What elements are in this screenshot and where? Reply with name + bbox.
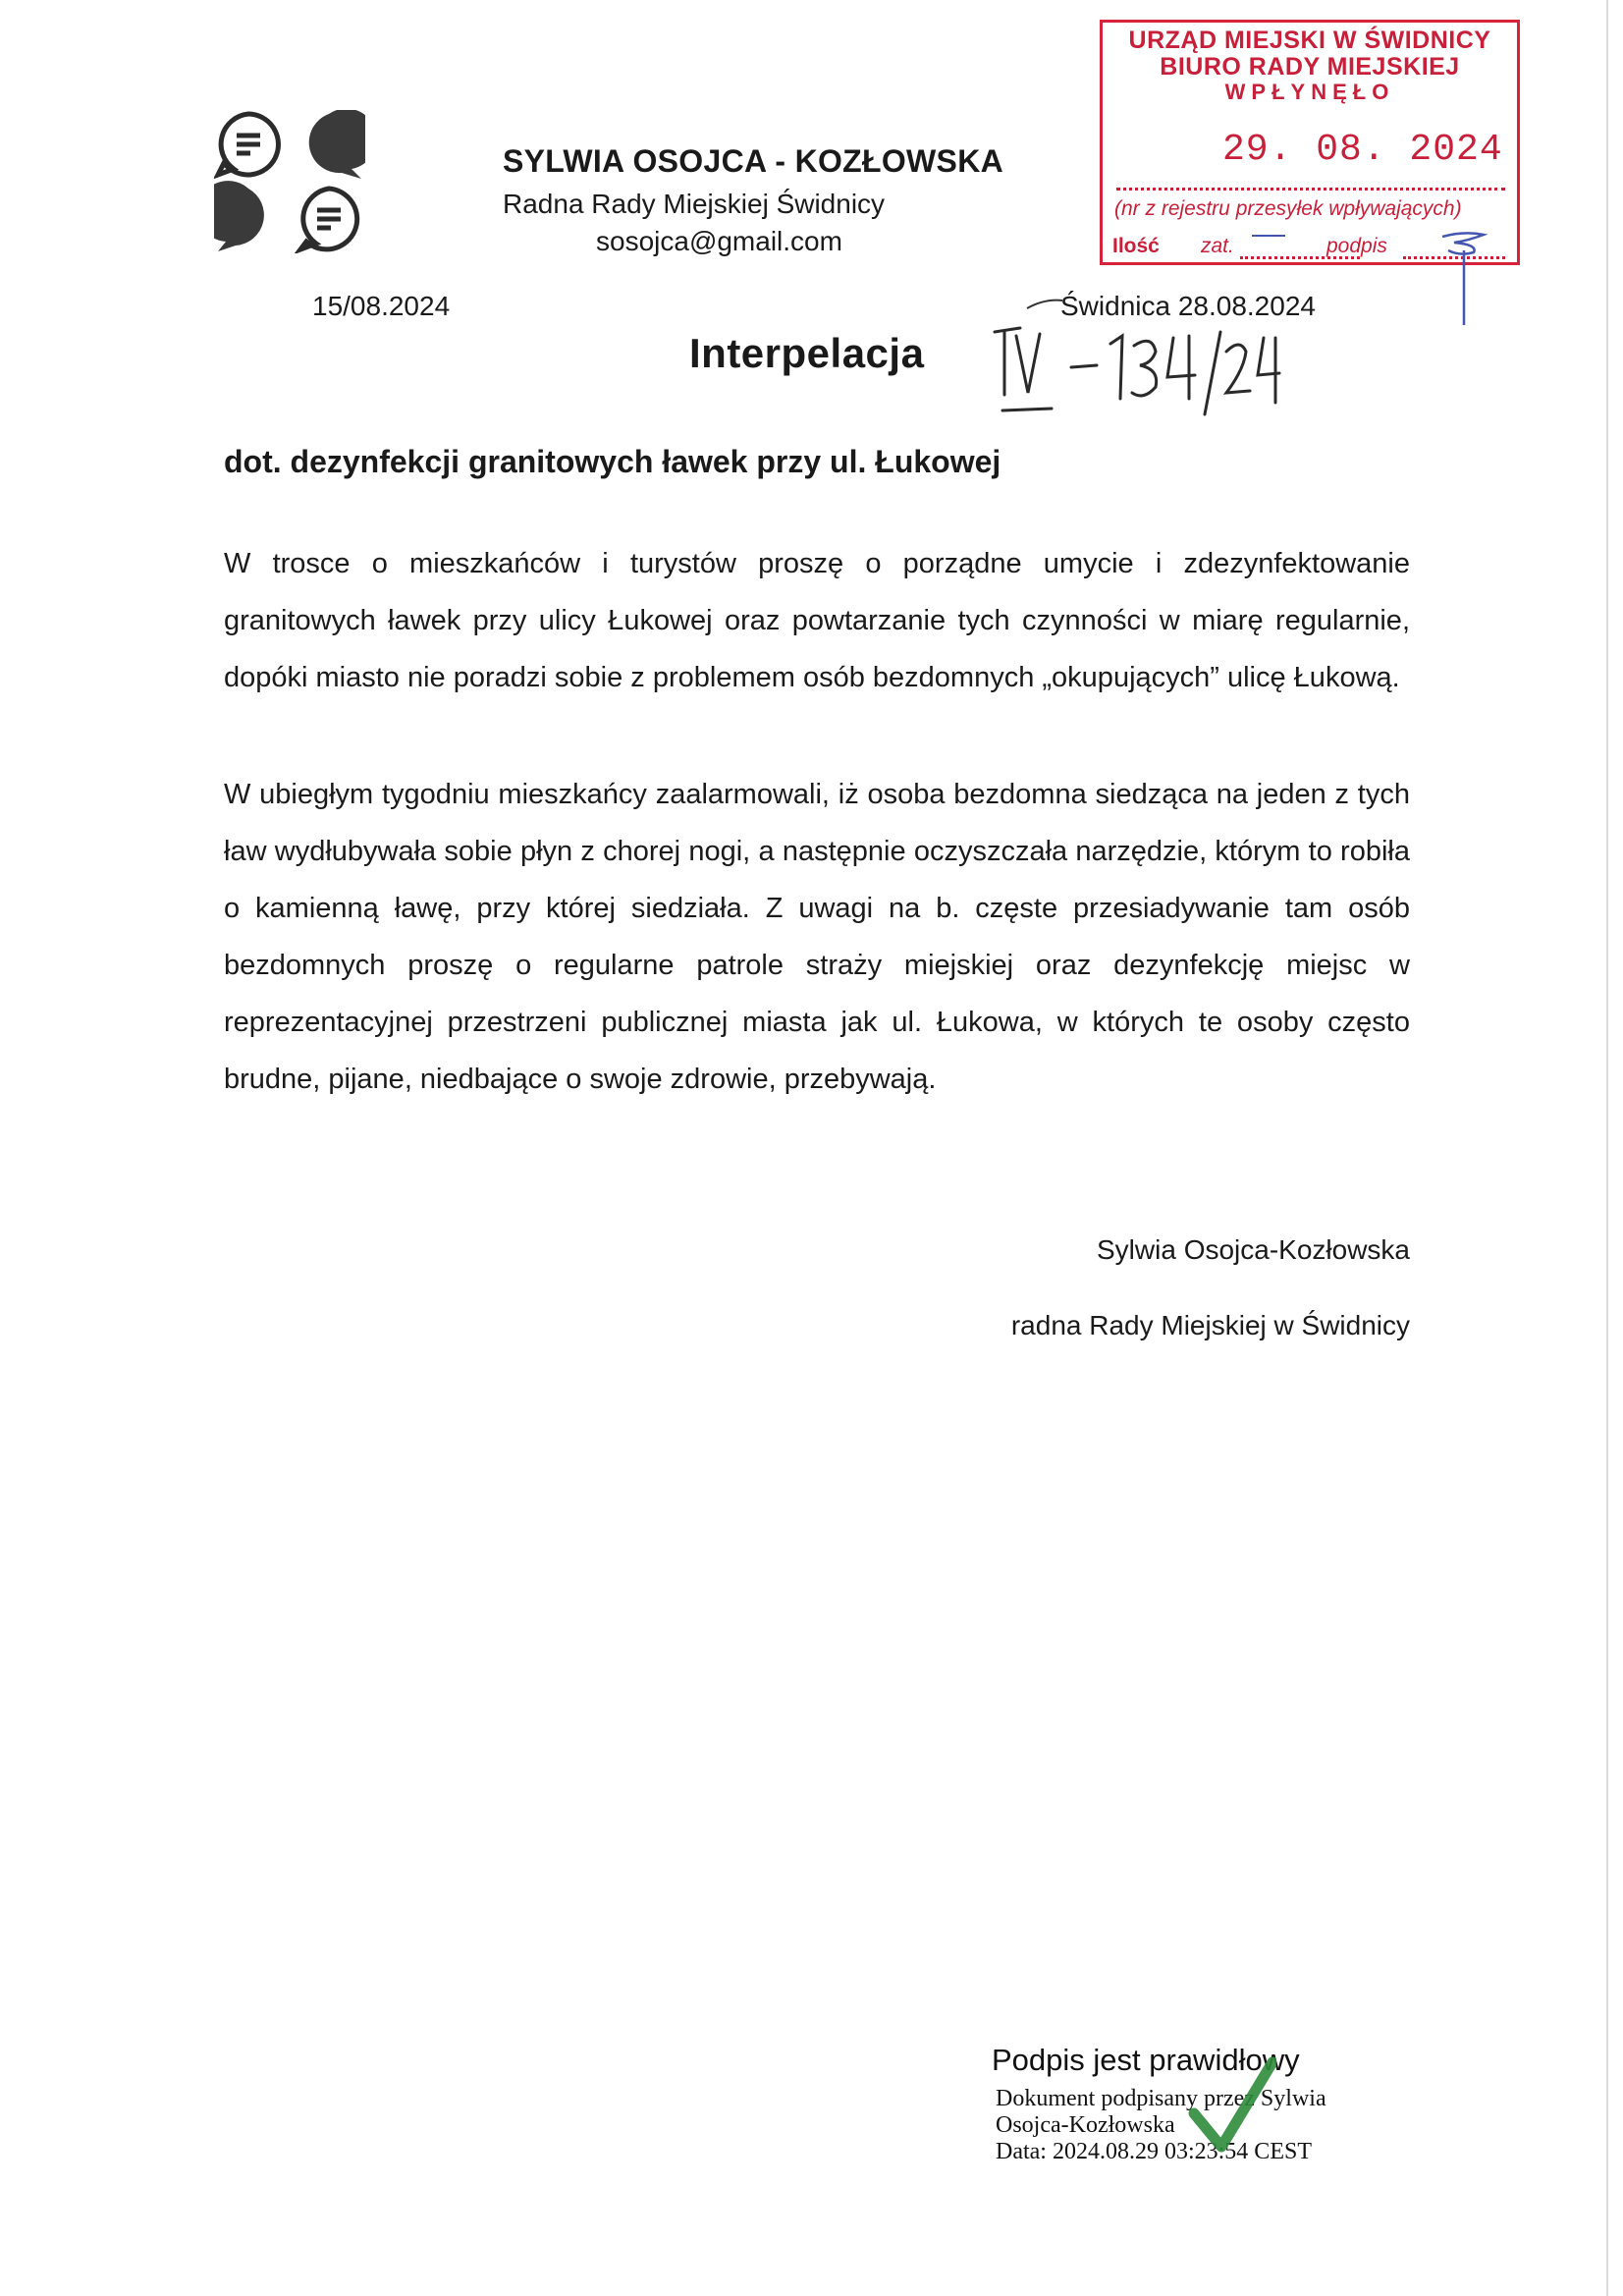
page-edge-line <box>1606 0 1608 2296</box>
chat-bubble-lines-icon <box>218 114 278 175</box>
chat-bubble-filled-icon <box>214 181 264 251</box>
handwritten-mark <box>1025 297 1064 310</box>
date-left: 15/08.2024 <box>312 291 451 321</box>
stamp-attachments-dash <box>1252 235 1285 237</box>
chat-bubble-filled-icon <box>309 110 365 179</box>
stamp-department: BIURO RADY MIEJSKIEJ <box>1160 53 1460 81</box>
stamp-office: URZĄD MIEJSKI W ŚWIDNICY <box>1128 27 1491 54</box>
stamp-date: 29. 08. 2024 <box>1222 129 1503 171</box>
signature-title: radna Rady Miejskiej w Świdnicy <box>1010 1310 1410 1340</box>
signature-line: Data: 2024.08.29 03:23:54 CEST <box>996 2139 1312 2164</box>
stamp-attachments-label: Ilość <box>1112 235 1160 257</box>
stamp-signature-label: podpis <box>1326 235 1387 257</box>
stamp-handwritten-signature <box>1434 227 1523 345</box>
signature-line: Osojca-Kozłowska <box>996 2112 1175 2138</box>
paragraph-text: W ubiegłym tygodniu mieszkańcy zaalarmowali, iż osoba bezdomna siedząca na jeden z tych ław wydłubywała sobie płyn z chorej nogi, a następnie oczyszczała narzędzie, którym to robiła o kamienną ławę, przy której siedziała. Z uwagi na b. częste przesiadywanie tam osób bezdomnych proszę o regularne patrole straży miejskiej oraz dezynfekcję miejsc w reprezentacyjnej przestrzeni publicznej miasta jak ul. Łukowa, w których te osoby często brudne, pijane, niedbające o swoje zdrowie, przebywają. <box>224 779 1410 1095</box>
signature-line: Dokument podpisany przez Sylwia <box>996 2086 1326 2111</box>
chat-bubble-lines-icon <box>300 189 357 249</box>
body-paragraph-2 <box>224 766 1410 1108</box>
logo-chat-bubbles <box>214 110 365 253</box>
signature-status: Podpis jest prawidłowy <box>992 2043 1300 2077</box>
author-email: sosojca@gmail.com <box>596 226 842 256</box>
checkmark-icon <box>1188 2052 1276 2170</box>
stamp-received: WPŁYNĘŁO <box>1224 80 1395 104</box>
stamp-dotted-line <box>1116 188 1505 191</box>
body-paragraph-1 <box>224 535 1410 706</box>
document-title: Interpelacja <box>689 330 925 376</box>
signature-details <box>996 2086 1326 2165</box>
handwritten-case-number <box>987 316 1281 424</box>
author-name: SYLWIA OSOJCA - KOZŁOWSKA <box>503 143 1004 179</box>
date-right: Świdnica 28.08.2024 <box>1060 291 1316 321</box>
registry-stamp <box>1100 20 1520 265</box>
document-subject: dot. dezynfekcji granitowych ławek przy ul. Łukowej <box>224 444 1001 479</box>
paragraph-text: W trosce o mieszkańców i turystów proszę o porządne umycie i zdezynfektowanie granitowych ławek przy ulicy Łukowej oraz powtarzanie tych czynności w miarę regularnie, dopóki miasto nie poradzi sobie z problemem osób bezdomnych „okupujących” ulicę Łukową. <box>224 548 1410 693</box>
author-role: Radna Rady Miejskiej Świdnicy <box>503 189 886 219</box>
stamp-attachments-suffix: zat. <box>1201 235 1234 257</box>
stamp-register-note: (nr z rejestru przesyłek wpływających) <box>1114 197 1462 220</box>
signature-name: Sylwia Osojca-Kozłowska <box>1097 1234 1410 1265</box>
